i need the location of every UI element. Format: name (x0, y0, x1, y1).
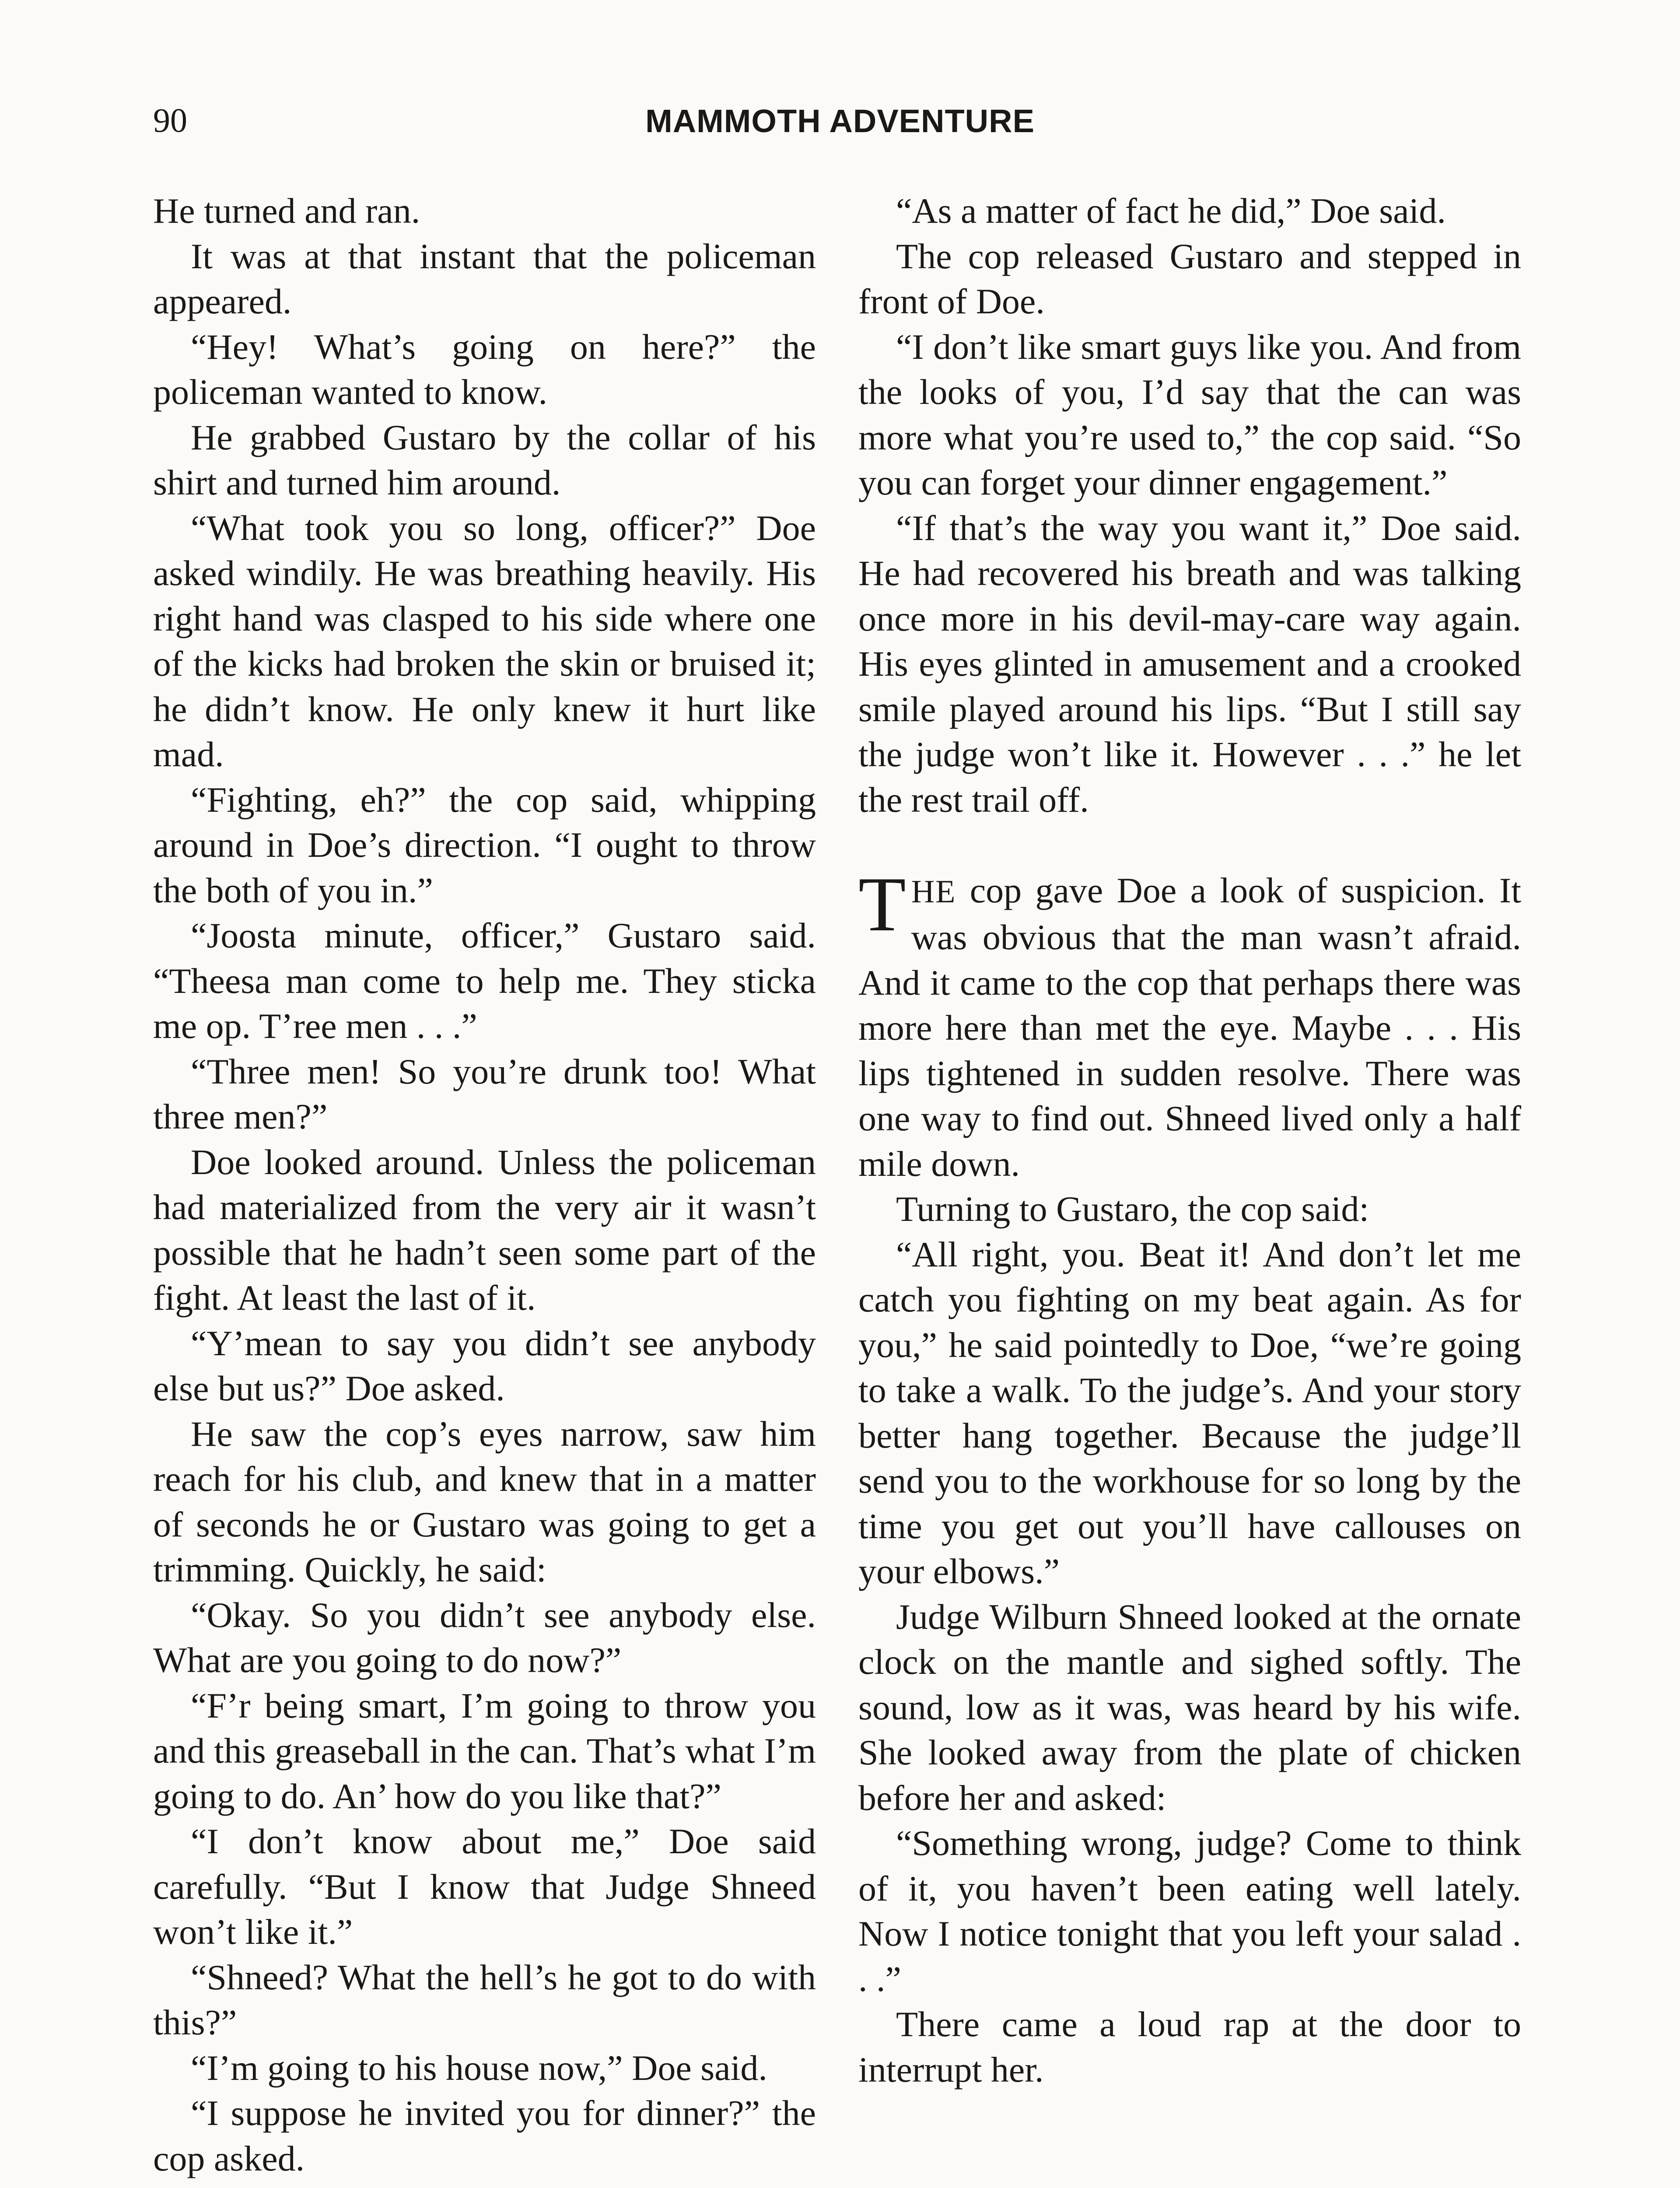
running-title: MAMMOTH ADVENTURE (645, 103, 1035, 139)
paragraph: “What took you so long, officer?” Doe asked windily. He was breathing heavily. His right hand was clasped to his side where one of the kicks had broken the skin or bruised it; he didn’t know. He only knew it hurt like mad. (153, 508, 816, 774)
paragraph: “I’m going to his house now,” Doe said. (191, 2048, 767, 2088)
paragraph: “Hey! What’s going on here?” the policeman wanted to know. (153, 326, 816, 412)
paragraph: “F’r being smart, I’m going to throw you and this greaseball in the can. That’s what I’m going to do. An’ how do you like that?” (153, 1685, 816, 1816)
left-column (153, 188, 816, 2181)
paragraph: “Three men! So you’re drunk too! What three men?” (153, 1051, 816, 1136)
paragraph: “All right, you. Beat it! And don’t let me catch you fighting on my beat again. As for you,” he said pointedly to Doe, “we’re going to take a walk. To the judge’s. And your story better hang together. Because the judge’ll send you to the workhouse for so long by the time you get out you’ll have callouses on your elbows.” (858, 1234, 1521, 1591)
paragraph: “Fighting, eh?” the cop said, whipping around in Doe’s direction. “I ought to throw the both of you in.” (153, 779, 816, 910)
drop-cap: T (858, 860, 906, 947)
paragraph: Judge Wilburn Shneed looked at the ornate clock on the mantle and sighed softly. The sound, low as it was, was heard by his wife. She looked away from the plate of chicken before her and asked: (858, 1596, 1521, 1818)
page-number: 90 (153, 101, 187, 139)
paragraph: “Shneed? What the hell’s he got to do with this?” (153, 1957, 816, 2042)
paragraph: He saw the cop’s eyes narrow, saw him reach for his club, and knew that in a matter of seconds he or Gustaro was going to get a trimming. Quickly, he said: (153, 1413, 816, 1589)
paragraph: “Something wrong, judge? Come to think of it, you haven’t been eating well lately. Now I notice tonight that you left your salad . . .” (858, 1823, 1521, 1999)
paragraph: Doe looked around. Unless the policeman had materialized from the very air it wasn’t possible that he hadn’t seen some part of the fight. At least the last of it. (153, 1142, 816, 1318)
paragraph: Turning to Gustaro, the cop said: (896, 1189, 1369, 1229)
paragraph: “Okay. So you didn’t see anybody else. What are you going to do now?” (153, 1595, 816, 1680)
section-opening-paragraph (858, 860, 1521, 1187)
page-header (153, 101, 1527, 144)
paragraph: “As a matter of fact he did,” Doe said. (896, 191, 1446, 231)
paragraph: “I don’t know about me,” Doe said carefully. “But I know that Judge Shneed won’t like it.” (153, 1821, 816, 1952)
paragraph: He grabbed Gustaro by the collar of his shirt and turned him around. (153, 417, 816, 502)
paragraph: “I don’t like smart guys like you. And from the looks of you, I’d say that the can was more what you’re used to,” the cop said. “So you can forget your dinner engagement.” (858, 326, 1521, 502)
small-caps-lead: HE (911, 873, 956, 910)
paragraph: “If that’s the way you want it,” Doe said. He had recovered his breath and was talking once more in his devil-may-care way again. His eyes glinted in amusement and a crooked smile played around his lips. “But I still say the judge won’t like it. However . . .” he let the rest trail off. (858, 508, 1521, 820)
paragraph: “I suppose he invited you for dinner?” the cop asked. (153, 2093, 816, 2178)
paragraph: There came a loud rap at the door to interrupt her. (858, 2004, 1521, 2090)
paragraph: He turned and ran. (153, 191, 420, 231)
paragraph: “Joosta minute, officer,” Gustaro said. “Theesa man come to help me. They sticka me op. T’ree men . . .” (153, 915, 816, 1046)
paragraph: “Y’mean to say you didn’t see anybody else but us?” Doe asked. (153, 1323, 816, 1408)
right-column (858, 188, 1521, 2092)
paragraph: It was at that instant that the policeman appeared. (153, 236, 816, 321)
paragraph: The cop released Gustaro and stepped in front of Doe. (858, 236, 1521, 321)
section-opening-text: cop gave Doe a look of suspicion. It was obvious that the man wasn’t afraid. And it came to the cop that perhaps there was more here than met the eye. Maybe . . . His lips tightened in sudden resolve. There was one way to find out. Shneed lived only a half mile down. (858, 870, 1521, 1184)
